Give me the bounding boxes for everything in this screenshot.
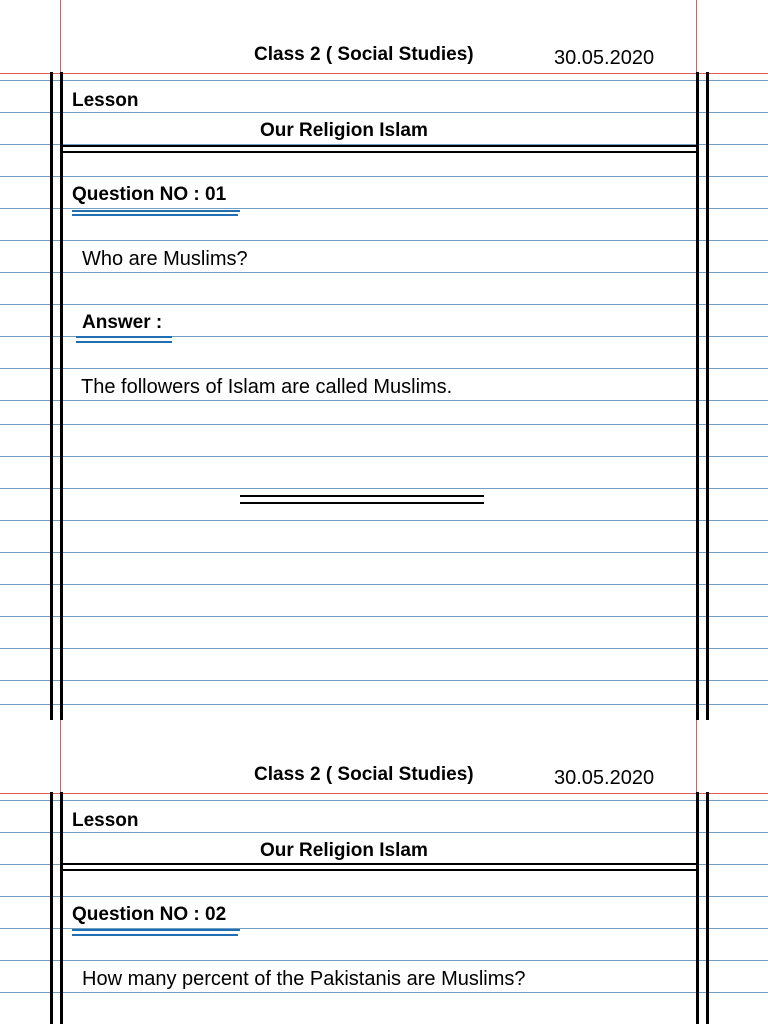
lesson-label: Lesson — [72, 810, 139, 831]
question-label: Question NO : 02 — [72, 904, 227, 925]
question-label-underline — [72, 214, 238, 216]
right-border-outer — [706, 72, 709, 720]
ruled-line — [0, 456, 768, 457]
question-text: How many percent of the Pakistanis are Muslims? — [82, 968, 526, 990]
right-margin-line — [696, 720, 697, 795]
ruled-line — [0, 992, 768, 993]
answer-label: Answer : — [82, 312, 163, 333]
ruled-line — [0, 400, 768, 401]
ruled-line — [0, 520, 768, 521]
title-rule-top — [62, 145, 696, 147]
ruled-line — [0, 584, 768, 585]
date: 30.05.2020 — [554, 767, 655, 789]
question-label-underline — [72, 929, 240, 931]
question-text: Who are Muslims? — [82, 248, 248, 270]
title-rule-top — [62, 863, 696, 865]
ruled-line — [0, 272, 768, 273]
left-border-inner — [60, 72, 63, 720]
ruled-line — [0, 112, 768, 113]
ruled-line — [0, 648, 768, 649]
date: 30.05.2020 — [554, 47, 655, 69]
title-rule-bottom — [62, 869, 696, 871]
ruled-line — [0, 208, 768, 209]
question-label: Question NO : 01 — [72, 184, 227, 205]
right-border-inner — [696, 792, 699, 1024]
left-border-outer — [50, 792, 53, 1024]
class-title: Class 2 ( Social Studies) — [254, 44, 474, 65]
lesson-label: Lesson — [72, 90, 139, 111]
left-border-outer — [50, 72, 53, 720]
ruled-line — [0, 800, 768, 801]
answer-label-underline — [76, 341, 172, 343]
ruled-line — [0, 832, 768, 833]
answer-label-underline — [76, 336, 172, 338]
lesson-title: Our Religion Islam — [260, 840, 428, 861]
ruled-line — [0, 704, 768, 705]
answer-text: The followers of Islam are called Muslims. — [81, 376, 453, 398]
ruled-line — [0, 616, 768, 617]
class-title: Class 2 ( Social Studies) — [254, 764, 474, 785]
ruled-line — [0, 896, 768, 897]
notebook-page-2 — [0, 720, 768, 1024]
ruled-line — [0, 424, 768, 425]
ruled-line — [0, 240, 768, 241]
title-rule-bottom — [62, 151, 696, 153]
left-border-inner — [60, 792, 63, 1024]
end-rule-top — [240, 495, 484, 497]
ruled-line — [0, 176, 768, 177]
question-label-underline — [72, 210, 240, 212]
right-border-outer — [706, 792, 709, 1024]
top-margin-line — [0, 73, 768, 74]
ruled-line — [0, 552, 768, 553]
lesson-title: Our Religion Islam — [260, 120, 428, 141]
end-rule-bottom — [240, 502, 484, 504]
left-margin-line — [60, 0, 61, 75]
ruled-line — [0, 368, 768, 369]
ruled-line — [0, 488, 768, 489]
ruled-line — [0, 80, 768, 81]
top-margin-line — [0, 793, 768, 794]
question-label-underline — [72, 934, 238, 936]
right-margin-line — [696, 0, 697, 75]
ruled-line — [0, 960, 768, 961]
right-border-inner — [696, 72, 699, 720]
ruled-line — [0, 680, 768, 681]
left-margin-line — [60, 720, 61, 795]
ruled-line — [0, 304, 768, 305]
